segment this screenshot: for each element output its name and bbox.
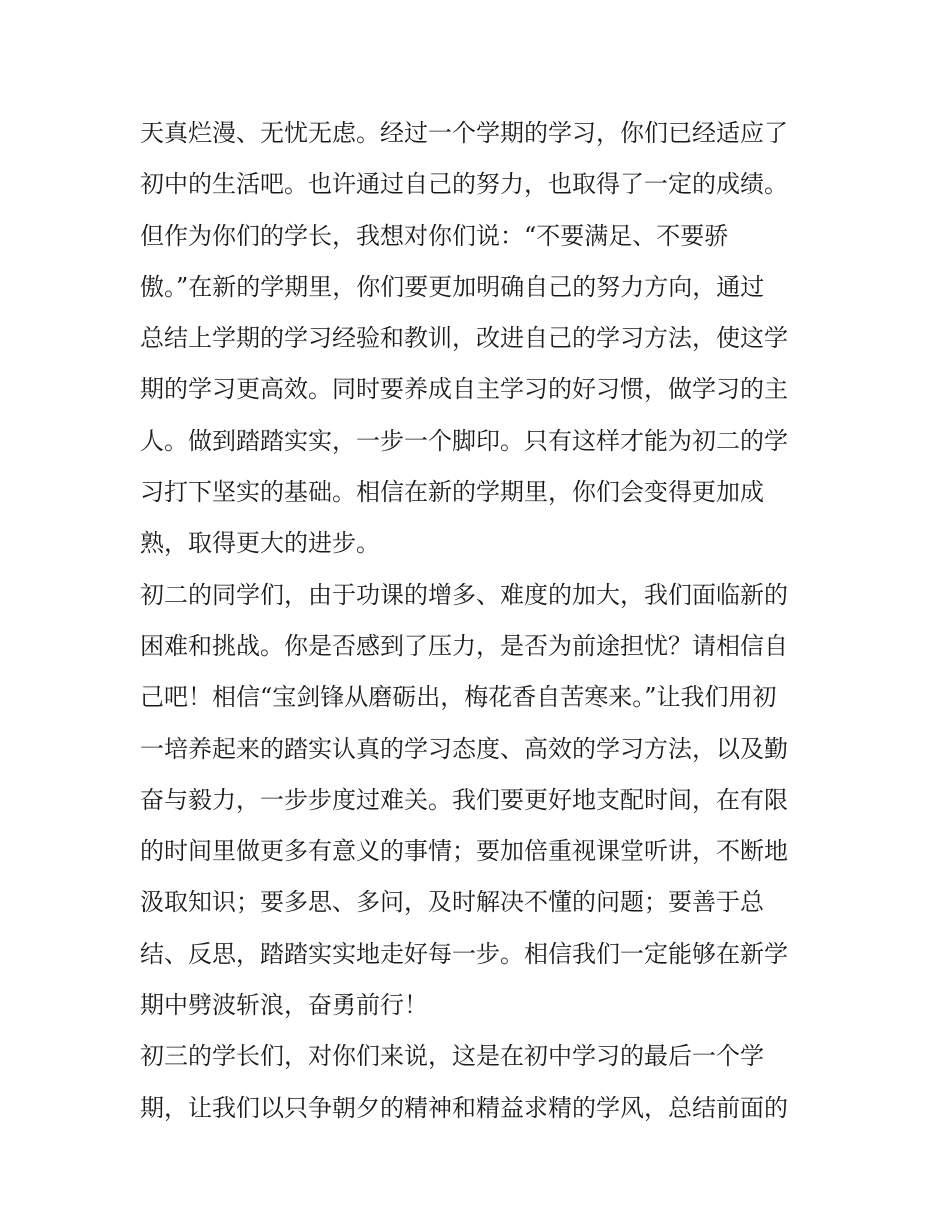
text-line: 己吧！相信“宝剑锋从磨砺出，梅花香自苦寒来。”让我们用初 — [140, 683, 777, 712]
text-line: 期中劈波斩浪，奋勇前行！ — [140, 991, 428, 1020]
text-line: 困难和挑战。你是否感到了压力，是否为前途担忧？请相信自 — [140, 631, 788, 660]
text-line: 的时间里做更多有意义的事情；要加倍重视课堂听讲，不断地 — [140, 837, 788, 866]
text-line: 一培养起来的踏实认真的学习态度、高效的学习方法，以及勤 — [140, 734, 788, 763]
text-line: 人。做到踏踏实实，一步一个脚印。只有这样才能为初二的学 — [140, 426, 788, 455]
text-line: 奋与毅力，一步步度过难关。我们要更好地支配时间，在有限 — [140, 785, 788, 814]
text-line: 初中的生活吧。也许通过自己的努力，也取得了一定的成绩。 — [140, 170, 788, 199]
text-line: 初三的学长们，对你们来说，这是在初中学习的最后一个学 — [140, 1042, 764, 1071]
text-line: 期的学习更高效。同时要养成自主学习的好习惯，做学习的主 — [140, 375, 788, 404]
text-line: 汲取知识；要多思、多问，及时解决不懂的问题；要善于总 — [140, 888, 764, 917]
text-line: 结、反思，踏踏实实地走好每一步。相信我们一定能够在新学 — [140, 939, 788, 968]
text-line: 总结上学期的学习经验和教训，改进自己的学习方法，使这学 — [140, 324, 788, 353]
text-line: 习打下坚实的基础。相信在新的学期里，你们会变得更加成 — [140, 478, 764, 507]
text-line: 初二的同学们，由于功课的增多、难度的加大，我们面临新的 — [140, 580, 788, 609]
text-line: 天真烂漫、无忧无虑。经过一个学期的学习，你们已经适应了 — [140, 119, 788, 147]
text-line: 熟，取得更大的进步。 — [140, 529, 380, 558]
body-text — [140, 108, 820, 1134]
text-line: 期，让我们以只争朝夕的精神和精益求精的学风，总结前面的 — [140, 1093, 788, 1122]
text-line: 但作为你们的学长，我想对你们说：“不要满足、不要骄 — [140, 221, 729, 250]
text-line: 傲。”在新的学期里，你们要更加明确自己的努力方向，通过 — [140, 272, 765, 301]
